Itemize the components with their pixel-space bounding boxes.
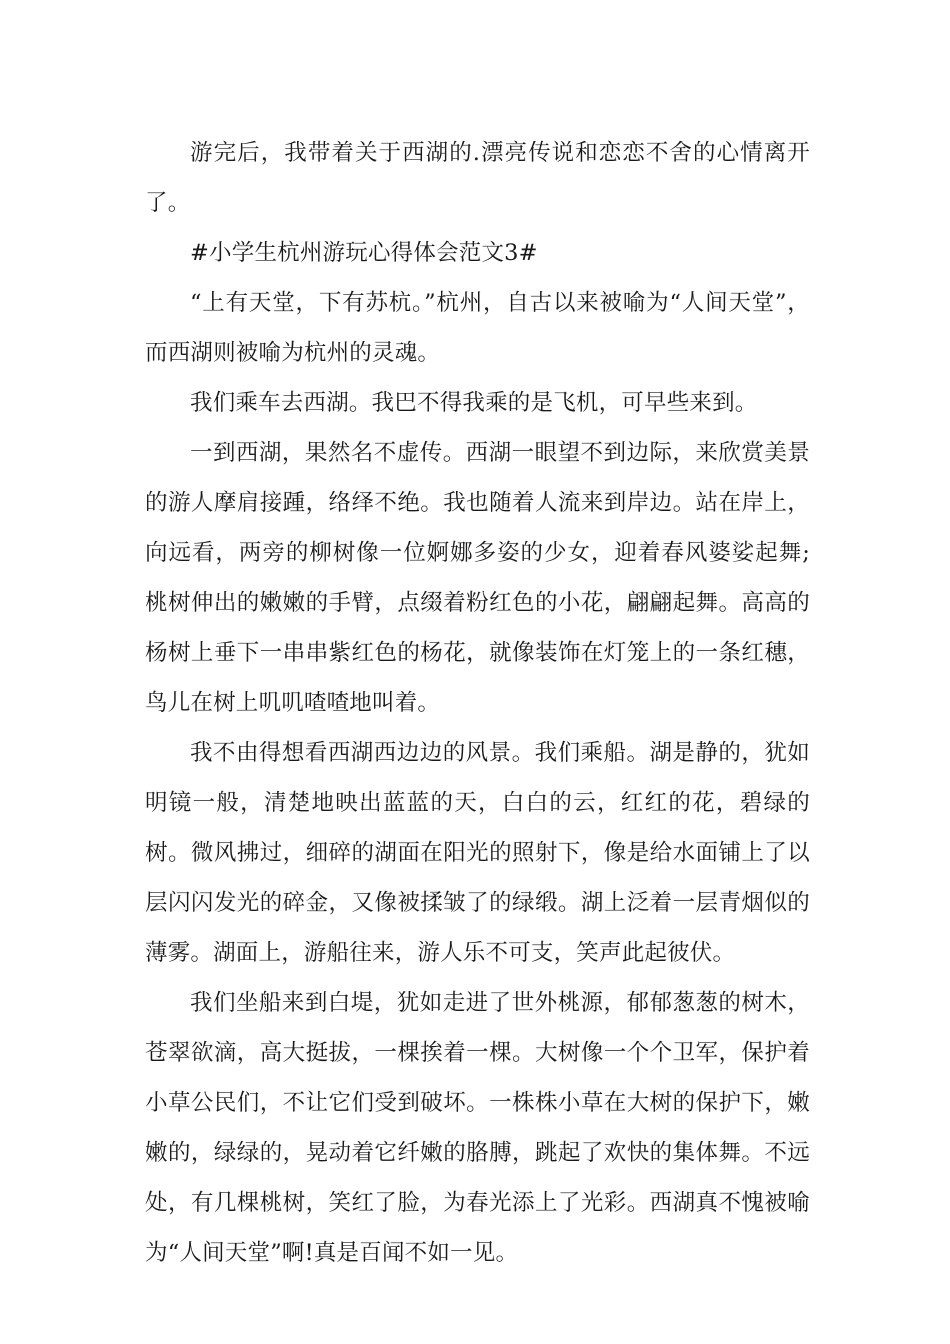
paragraph-closing: 游完后，我带着关于西湖的.漂亮传说和恋恋不舍的心情离开了。 (145, 140, 810, 216)
paragraph-baidi: 我们坐船来到白堤，犹如走进了世外桃源，郁郁葱葱的树木，苍翠欲滴，高大挺拔，一棵挨着一棵。大树像一个个卫军，保护着小草公民们，不让它们受到破坏。一株株小草在大树的保护下，嫩嫩的，绿绿的，晃动着它纤嫩的胳膊，跳起了欢快的集体舞。不远处，有几棵桃树，笑红了脸，为春光添上了光彩。西湖真不愧被喻为“人间天堂”啊!真是百闻不如一见。 (145, 990, 810, 1266)
paragraph-intro: “上有天堂，下有苏杭。”杭州，自古以来被喻为“人间天堂”，而西湖则被喻为杭州的灵魂。 (145, 290, 810, 366)
paragraph-trip: 我们乘车去西湖。我巴不得我乘的是飞机，可早些来到。 (190, 390, 758, 416)
paragraph-boat: 我不由得想看西湖西边边的风景。我们乘船。湖是静的，犹如明镜一般，清楚地映出蓝蓝的天，白白的云，红红的花，碧绿的树。微风拂过，细碎的湖面在阳光的照射下，像是给水面铺上了以层闪闪发光的碎金，又像被揉皱了的绿缎。湖上泛着一层青烟似的薄雾。湖面上，游船往来，游人乐不可支，笑声此起彼伏。 (145, 740, 810, 966)
document-body (145, 128, 810, 1278)
section-heading: #小学生杭州游玩心得体会范文3# (190, 240, 538, 266)
paragraph-arrival: 一到西湖，果然名不虚传。西湖一眼望不到边际，来欣赏美景的游人摩肩接踵，络绎不绝。我也随着人流来到岸边。站在岸上，向远看，两旁的柳树像一位婀娜多姿的少女，迎着春风婆娑起舞;桃树伸出的嫩嫩的手臂，点缀着粉红色的小花，翩翩起舞。高高的杨树上垂下一串串紫红色的杨花，就像装饰在灯笼上的一条红穗，鸟儿在树上叽叽喳喳地叫着。 (145, 440, 810, 716)
